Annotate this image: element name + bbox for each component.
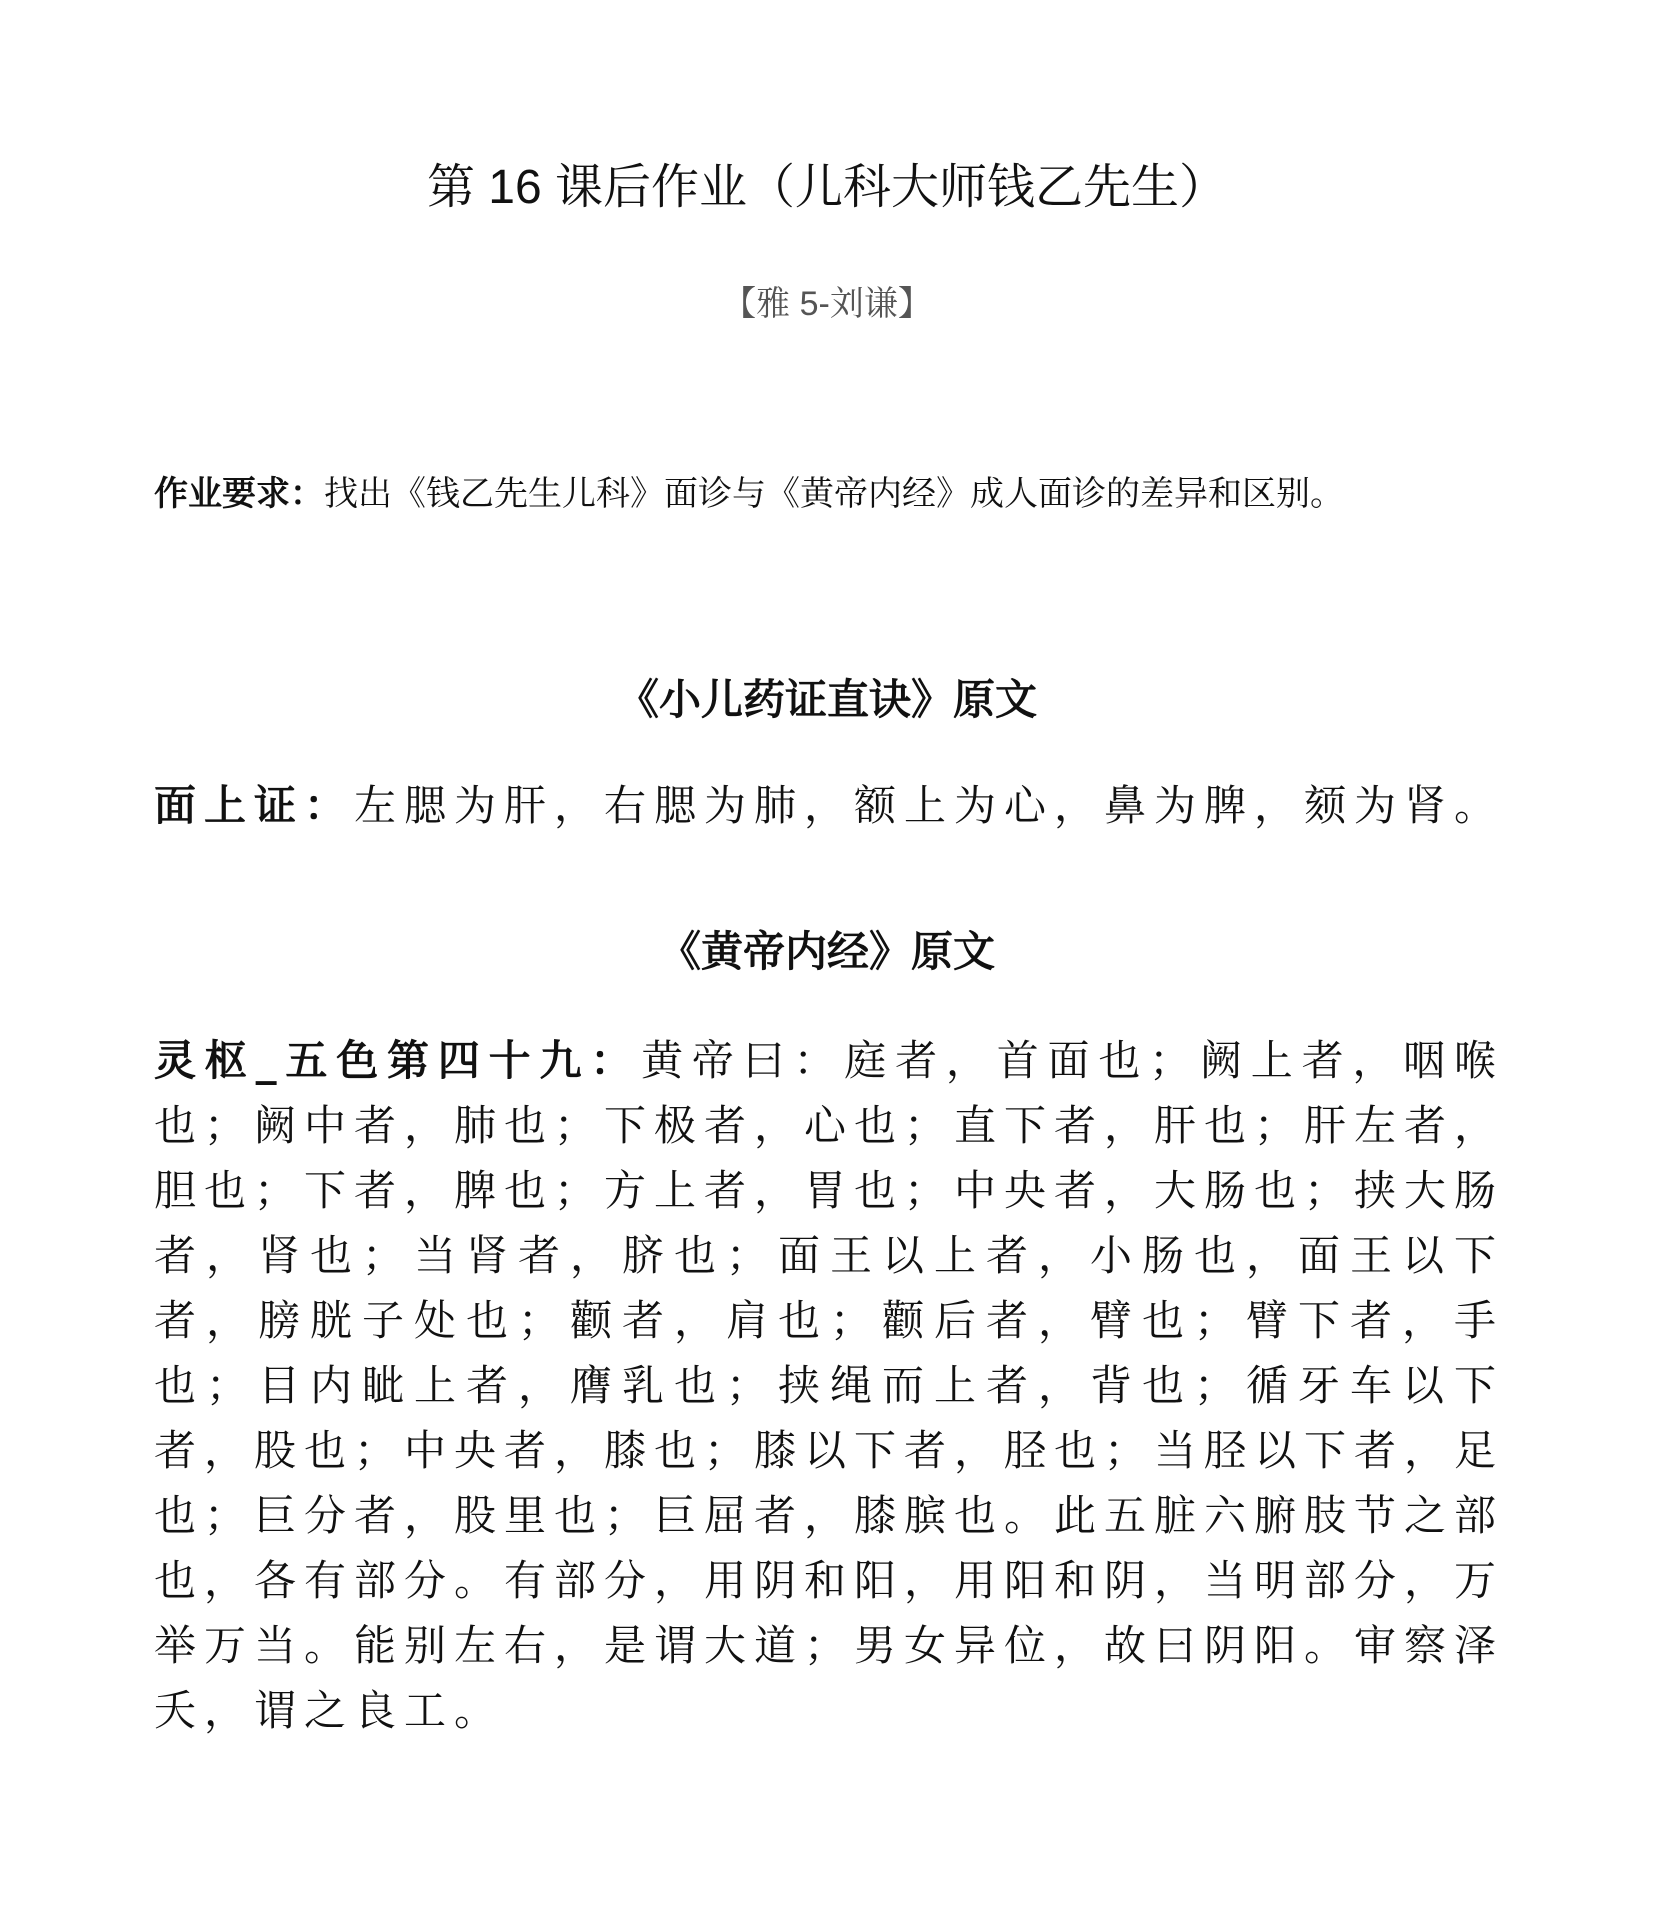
xiaoer-label: 面上证： bbox=[154, 781, 355, 830]
xiaoer-body: 左腮为肝，右腮为肺，额上为心，鼻为脾，颏为肾。 bbox=[354, 781, 1505, 830]
xiaoer-original-text bbox=[154, 776, 1504, 836]
requirement-label: 作业要求： bbox=[154, 475, 324, 513]
assignment-requirement bbox=[154, 470, 1554, 519]
section-heading-xiaoer: 《小儿药证直诀》原文 bbox=[616, 676, 1037, 723]
section-heading-neijing: 《黄帝内经》原文 bbox=[658, 928, 995, 975]
requirement-text: 找出《钱乙先生儿科》面诊与《黄帝内经》成人面诊的差异和区别。 bbox=[324, 476, 1344, 513]
page-title: 第 16 课后作业（儿科大师钱乙先生） bbox=[426, 161, 1228, 214]
lingshu-label: 灵枢_五色第四十九： bbox=[154, 1036, 642, 1085]
neijing-original-text bbox=[154, 1028, 1504, 1743]
author-line: 【雅 5-刘谦】 bbox=[722, 285, 932, 323]
lingshu-body: 黄帝曰：庭者，首面也；阙上者，咽喉也；阙中者，肺也；下极者，心也；直下者，肝也；肝左者，胆也；下者，脾也；方上者，胃也；中央者，大肠也；挟大肠者，肾也；当肾者，脐也；面王以上者，小肠也，面王以下者，膀胱子处也；颧者，肩也；颧后者，臂也；臂下者，手也；目内眦上者，膺乳也；挟绳而上者，背也；循牙车以下者，股也；中央者，膝也；膝以下者，胫也；当胫以下者，足也；巨分者，股里也；巨屈者，膝膑也。此五脏六腑肢节之部也，各有部分。有部分，用阴和阳，用阳和阴，当明部分，万举万当。能别左右，是谓大道；男女异位，故曰阴阳。审察泽夭，谓之良工。 bbox=[154, 1036, 1505, 1735]
